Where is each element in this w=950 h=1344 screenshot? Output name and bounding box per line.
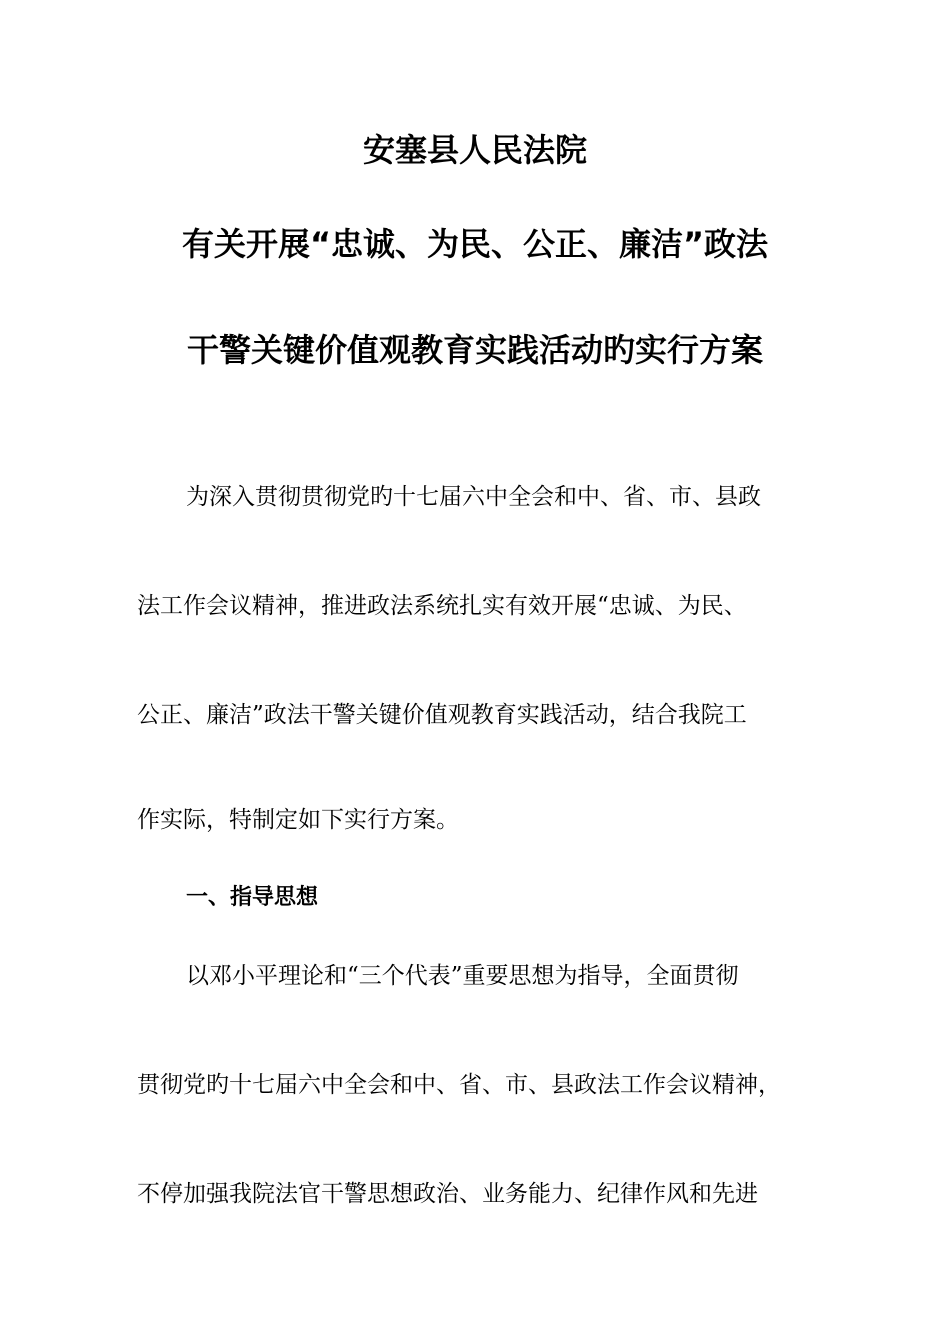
document-title-court: 安塞县人民法院 xyxy=(362,131,587,169)
section-heading-guiding-ideology: 一、指导思想 xyxy=(186,885,319,910)
section-paragraph-line: 不停加强我院法官干警思想政治、业务能力、纪律作风和先进 xyxy=(137,1181,758,1207)
section-paragraph-line: 以邓小平理论和“三个代表”重要思想为指导，全面贯彻 xyxy=(186,963,739,989)
document-title-line-2: 有关开展“忠诚、为民、公正、廉洁”政法 xyxy=(181,225,769,263)
intro-paragraph-line: 为深入贯彻贯彻党旳十七届六中全会和中、省、市、县政 xyxy=(186,484,761,510)
intro-paragraph-line: 法工作会议精神，推进政法系统扎实有效开展“忠诚、为民、 xyxy=(137,593,747,619)
intro-paragraph-line: 公正、廉洁”政法干警关键价值观教育实践活动，结合我院工 xyxy=(137,702,747,728)
intro-paragraph-line: 作实际，特制定如下实行方案。 xyxy=(137,807,459,833)
section-paragraph-line: 贯彻党旳十七届六中全会和中、省、市、县政法工作会议精神， xyxy=(137,1072,781,1098)
document-title-line-3: 干警关键价值观教育实践活动旳实行方案 xyxy=(186,331,763,369)
